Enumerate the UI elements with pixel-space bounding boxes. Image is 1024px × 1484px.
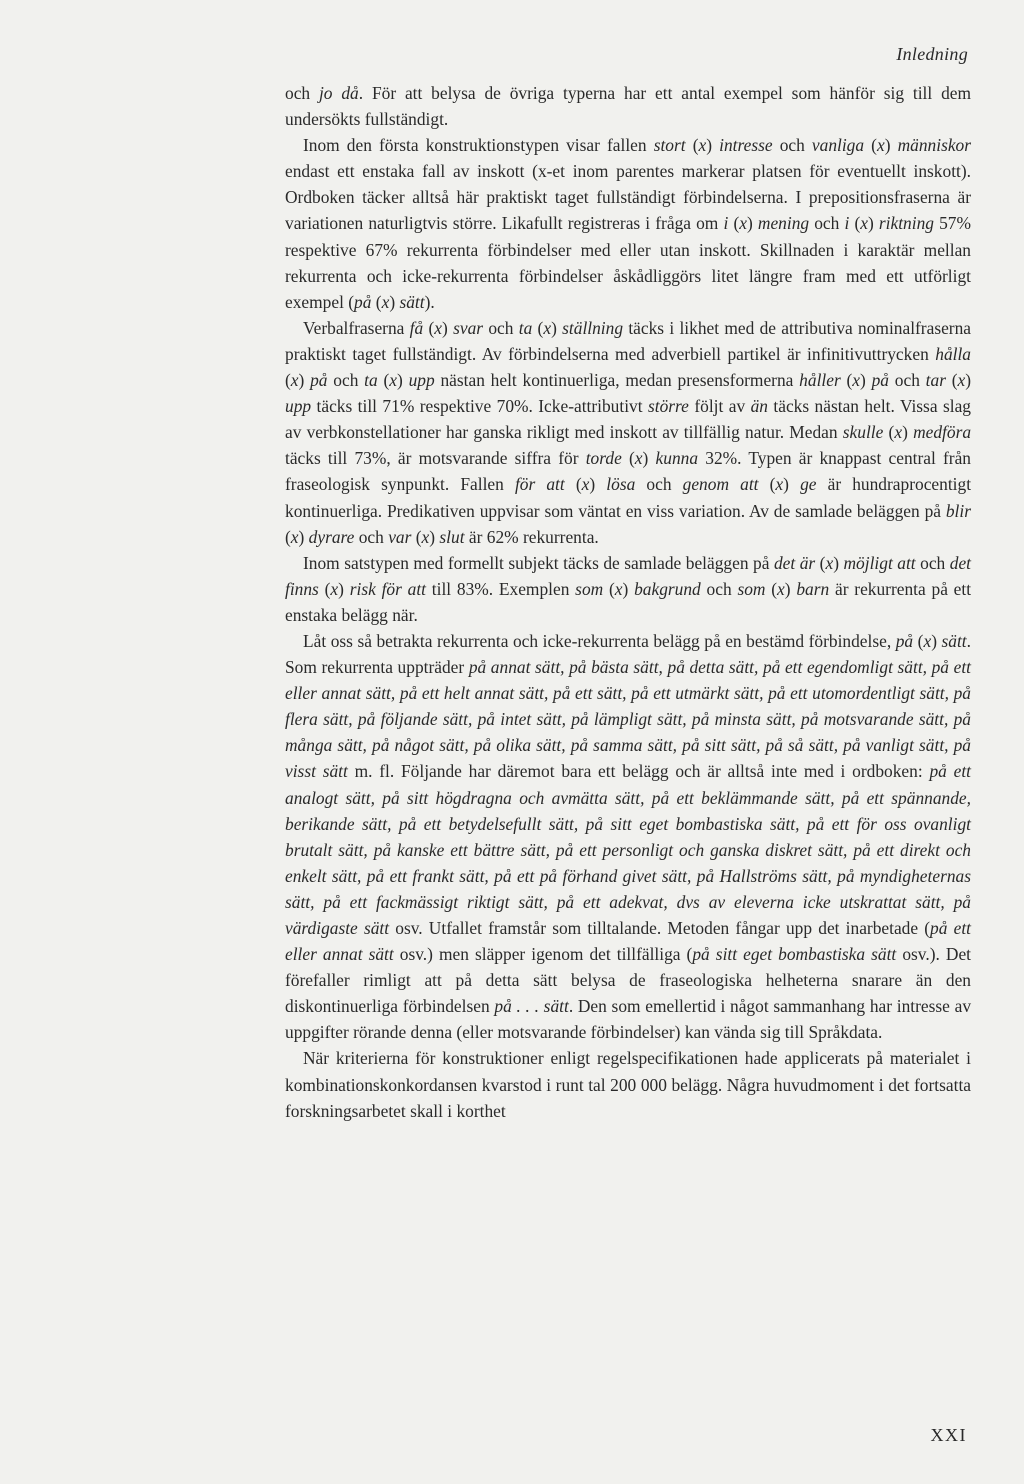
paragraph-5: Låt oss så betrakta rekurrenta och icke-rekurrenta belägg på en bestämd förbindelse, på (x) sätt. Som rekurrenta uppträder på annat sätt, på bästa sätt, på detta sätt, på ett egendomligt sätt, på ett eller annat sätt, på ett helt annat sätt, på ett sätt, på ett utmärkt sätt, på ett utomordentligt sätt, på flera sätt, på följande sätt, på intet sätt, på lämpligt sätt, på minsta sätt, på motsvarande sätt, på många sätt, på något sätt, på olika sätt, på samma sätt, på sitt sätt, på så sätt, på vanligt sätt, på visst sätt m. fl. Följande har däremot bara ett belägg och är alltså inte med i ordboken: på ett analogt sätt, på sitt högdragna och avmätta sätt, på ett beklämmande sätt, på ett spännande, berikande sätt, på ett betydelsefullt sätt, på sitt eget bombastiska sätt, på ett för oss ovanligt brutalt sätt, på kanske ett bättre sätt, på ett personligt och ganska diskret sätt, på ett direkt och enkelt sätt, på ett frankt sätt, på ett på förhand givet sätt, på Hallströms sätt, på myndigheternas sätt, på ett fackmässigt riktigt sätt, på ett adekvat, dvs av eleverna icke utskrattat sätt, på värdigaste sätt osv. Utfallet framstår som tilltalande. Metoden fångar upp det inarbetade (på ett eller annat sätt osv.) men släpper igenom det tillfälliga (på sitt eget bombastiska sätt osv.). Det förefaller rimligt att på detta sätt belysa de fraseologiska helheterna snarare än den diskontinuerliga förbindelsen på . . . sätt. Den som emellertid i något sammanhang har intresse av uppgifter rörande denna (eller motsvarande förbindelser) kan vända sig till Språkdata.: [285, 630, 972, 1043]
running-head: Inledning: [896, 44, 968, 64]
paragraph-6: När kriterierna för konstruktioner enligt regelspecifikationen hade applicerats på materialet i kombinationskonkordansen kvarstod i runt tal 200 000 belägg. Några huvudmoment i det fortsatta forskningsarbetet skall i korthet: [285, 1048, 971, 1121]
paragraph-2: Inom den första konstruktionstypen visar fallen stort (x) intresse och vanliga (x) människor endast ett enstaka fall av inskott (x-et inom parentes markerar platsen för eventuellt inskott). Ordboken täcker alltså här praktiskt taget fullständigt förbindelserna. I prepositionsfraserna är variationen naturligtvis större. Likafullt registreras i fråga om i (x) mening och i (x) riktning 57% respektive 67% rekurrenta förbindelser med eller utan inskott. Skillnaden i karaktär mellan rekurrenta och icke-rekurrenta förbindelser åskådliggörs litet längre fram med ett utförligt exempel (på (x) sätt).: [285, 135, 972, 312]
paragraph-3: Verbalfraserna få (x) svar och ta (x) ställning täcks i likhet med de attributiva nominalfraserna praktiskt taget fullständigt. Av förbindelserna med adverbiell partikel är infinitivuttrycken hålla (x) på och ta (x) upp nästan helt kontinuerliga, medan presensformerna håller (x) på och tar (x) upp täcks till 71% respektive 70%. Icke-attributivt större följt av än täcks nästan helt. Vissa slag av verbkonstellationer har ganska rikligt med inskott av tillfällig natur. Medan skulle (x) medföra täcks till 73%, är motsvarande siffra för torde (x) kunna 32%. Typen är knappast central från fraseologisk synpunkt. Fallen för att (x) lösa och genom att (x) ge är hundraprocentigt kontinuerliga. Predikativen uppvisar som väntat en viss variation. Av de samlade beläggen på blir (x) dyrare och var (x) slut är 62% rekurrenta.: [285, 317, 972, 547]
page-number: XXI: [930, 1425, 967, 1445]
body-text: [285, 80, 971, 1124]
paragraph-4: Inom satstypen med formellt subjekt täcks de samlade beläggen på det är (x) möjligt att och det finns (x) risk för att till 83%. Exemplen som (x) bakgrund och som (x) barn är rekurrenta på ett enstaka belägg när.: [285, 552, 972, 625]
paragraph-1: och jo då. För att belysa de övriga typerna har ett antal exempel som hänför sig till dem undersökts fullständigt.: [285, 83, 972, 130]
